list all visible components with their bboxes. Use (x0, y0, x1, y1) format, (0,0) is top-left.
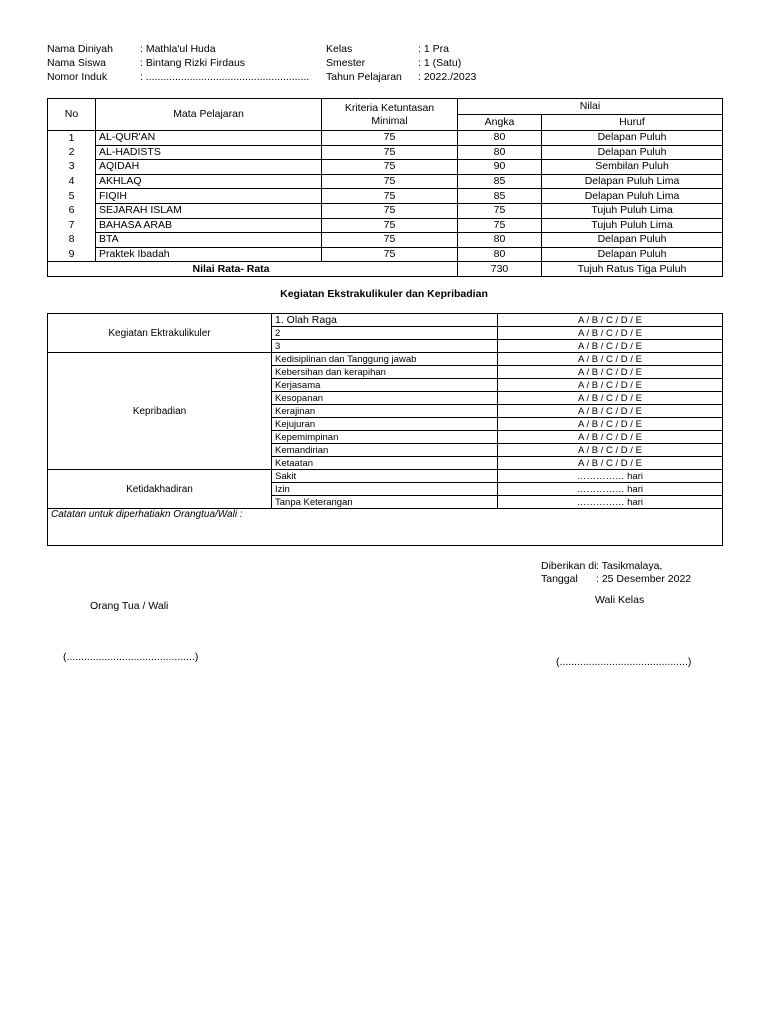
table-row (48, 189, 723, 204)
row-angka: 75 (458, 218, 542, 233)
row-no: 1 (48, 131, 96, 146)
row-angka: 85 (458, 189, 542, 204)
row-huruf: Delapan Puluh (542, 145, 723, 160)
label-kelas: Kelas (326, 43, 353, 55)
value-kelas: : 1 Pra (418, 43, 449, 55)
row-huruf: Tujuh Puluh Lima (542, 203, 723, 218)
row-kkm: 75 (322, 218, 458, 233)
grades-header-row (48, 99, 723, 115)
label-nama-siswa: Nama Siswa (47, 57, 106, 69)
header-kkm (322, 99, 458, 131)
trait-name: Kemandirian (272, 444, 498, 457)
row-angka: 80 (458, 145, 542, 160)
trait-grade: A / B / C / D / E (498, 457, 723, 470)
grades-footer-row (48, 262, 723, 277)
trait-grade: A / B / C / D / E (498, 353, 723, 366)
notes-label: Catatan untuk diperhatiakn Orangtua/Wali : (48, 509, 723, 546)
table-row (48, 218, 723, 233)
row-huruf: Delapan Puluh Lima (542, 174, 723, 189)
trait-grade: A / B / C / D / E (498, 444, 723, 457)
trait-grade: A / B / C / D / E (498, 405, 723, 418)
table-row (48, 160, 723, 175)
absence-value: …………… hari (498, 496, 723, 509)
teacher-signature-line: (............................................) (556, 656, 692, 668)
date-label: Tanggal (541, 573, 578, 585)
extracurricular-label: Kegiatan Ektrakulikuler (48, 314, 272, 353)
grades-table (47, 98, 723, 277)
trait-name: Kesopanan (272, 392, 498, 405)
row-subject: Praktek Ibadah (96, 247, 322, 262)
header-nilai: Nilai (458, 99, 723, 115)
row-subject: AL-QUR'AN (96, 131, 322, 146)
row-huruf: Delapan Puluh (542, 247, 723, 262)
row-no: 4 (48, 174, 96, 189)
row-no: 5 (48, 189, 96, 204)
row-angka: 85 (458, 174, 542, 189)
table-row (48, 174, 723, 189)
row-kkm: 75 (322, 189, 458, 204)
activity-name: 3 (272, 340, 498, 353)
row-huruf: Sembilan Puluh (542, 160, 723, 175)
average-label: Nilai Rata- Rata (192, 262, 270, 275)
value-tahun-pelajaran: : 2022./2023 (418, 71, 477, 83)
row-angka: 75 (458, 203, 542, 218)
row-no: 8 (48, 233, 96, 248)
activity-grade: A / B / C / D / E (498, 314, 723, 327)
activity-name: 2 (272, 327, 498, 340)
table-row (48, 131, 723, 146)
table-row (48, 203, 723, 218)
row-huruf: Delapan Puluh (542, 131, 723, 146)
trait-name: Kerajinan (272, 405, 498, 418)
section-title: Kegiatan Ekstrakulikuler dan Kepribadian (280, 288, 488, 300)
trait-grade: A / B / C / D / E (498, 366, 723, 379)
header-kkm-line1: Kriteria Ketuntasan (344, 101, 435, 114)
teacher-label: Wali Kelas (595, 594, 645, 606)
parent-label: Orang Tua / Wali (90, 600, 169, 612)
table-row (48, 247, 723, 262)
label-semester: Smester (326, 57, 366, 69)
row-subject: AL-HADISTS (96, 145, 322, 160)
notes-row (48, 509, 723, 546)
absence-label: Ketidakhadiran (48, 470, 272, 509)
place-label: Diberikan di (541, 560, 597, 572)
header-huruf: Huruf (542, 115, 723, 131)
trait-name: Kejujuran (272, 418, 498, 431)
label-nomor-induk: Nomor Induk (47, 71, 108, 83)
trait-name: Kedisiplinan dan Tanggung jawab (272, 353, 498, 366)
activities-table (47, 313, 723, 546)
row-subject: BAHASA ARAB (96, 218, 322, 233)
row-kkm: 75 (322, 247, 458, 262)
row-angka: 80 (458, 233, 542, 248)
row-no: 9 (48, 247, 96, 262)
value-nama-siswa: : Bintang Rizki Firdaus (140, 57, 246, 69)
row-kkm: 75 (322, 203, 458, 218)
table-row (48, 233, 723, 248)
row-huruf: Tujuh Puluh Lima (542, 218, 723, 233)
trait-name: Ketaatan (272, 457, 498, 470)
average-huruf: Tujuh Ratus Tiga Puluh (542, 262, 723, 277)
value-nomor-induk: : ........................................................ (140, 71, 310, 83)
row-angka: 80 (458, 247, 542, 262)
trait-name: Kerjasama (272, 379, 498, 392)
trait-name: Kebersihan dan kerapihan (272, 366, 498, 379)
row-kkm: 75 (322, 131, 458, 146)
table-row (48, 353, 723, 366)
row-no: 3 (48, 160, 96, 175)
place-value: : Tasikmalaya, (596, 560, 663, 572)
absence-name: Sakit (272, 470, 498, 483)
row-kkm: 75 (322, 174, 458, 189)
absence-value: …………… hari (498, 470, 723, 483)
header-angka: Angka (458, 115, 542, 131)
row-subject: AQIDAH (96, 160, 322, 175)
trait-grade: A / B / C / D / E (498, 418, 723, 431)
header-subject: Mata Pelajaran (96, 99, 322, 131)
absence-name: Tanpa Keterangan (272, 496, 498, 509)
trait-grade: A / B / C / D / E (498, 392, 723, 405)
grades-body (48, 131, 723, 277)
trait-grade: A / B / C / D / E (498, 431, 723, 444)
row-angka: 80 (458, 131, 542, 146)
row-subject: FIQIH (96, 189, 322, 204)
row-no: 2 (48, 145, 96, 160)
row-subject: AKHLAQ (96, 174, 322, 189)
row-huruf: Delapan Puluh Lima (542, 189, 723, 204)
header-no: No (48, 99, 96, 131)
row-angka: 90 (458, 160, 542, 175)
activity-grade: A / B / C / D / E (498, 327, 723, 340)
personality-label: Kepribadian (48, 353, 272, 470)
row-subject: BTA (96, 233, 322, 248)
average-angka: 730 (458, 262, 542, 277)
absence-name: Izin (272, 483, 498, 496)
row-kkm: 75 (322, 160, 458, 175)
table-row (48, 470, 723, 483)
average-label-cell (48, 262, 458, 277)
trait-name: Kepemimpinan (272, 431, 498, 444)
date-value: : 25 Desember 2022 (596, 573, 692, 585)
row-subject: SEJARAH ISLAM (96, 203, 322, 218)
value-nama-diniyah: : Mathla'ul Huda (140, 43, 216, 55)
activity-grade: A / B / C / D / E (498, 340, 723, 353)
row-no: 7 (48, 218, 96, 233)
header-kkm-line2: Minimal (371, 114, 408, 127)
row-kkm: 75 (322, 145, 458, 160)
absence-value: …………… hari (498, 483, 723, 496)
label-tahun-pelajaran: Tahun Pelajaran (326, 71, 402, 83)
activity-name: 1. Olah Raga (272, 314, 498, 327)
row-huruf: Delapan Puluh (542, 233, 723, 248)
table-row (48, 314, 723, 327)
table-row (48, 145, 723, 160)
parent-signature-line: (............................................) (63, 651, 199, 663)
row-no: 6 (48, 203, 96, 218)
label-nama-diniyah: Nama Diniyah (47, 43, 113, 55)
row-kkm: 75 (322, 233, 458, 248)
value-semester: : 1 (Satu) (418, 57, 462, 69)
trait-grade: A / B / C / D / E (498, 379, 723, 392)
